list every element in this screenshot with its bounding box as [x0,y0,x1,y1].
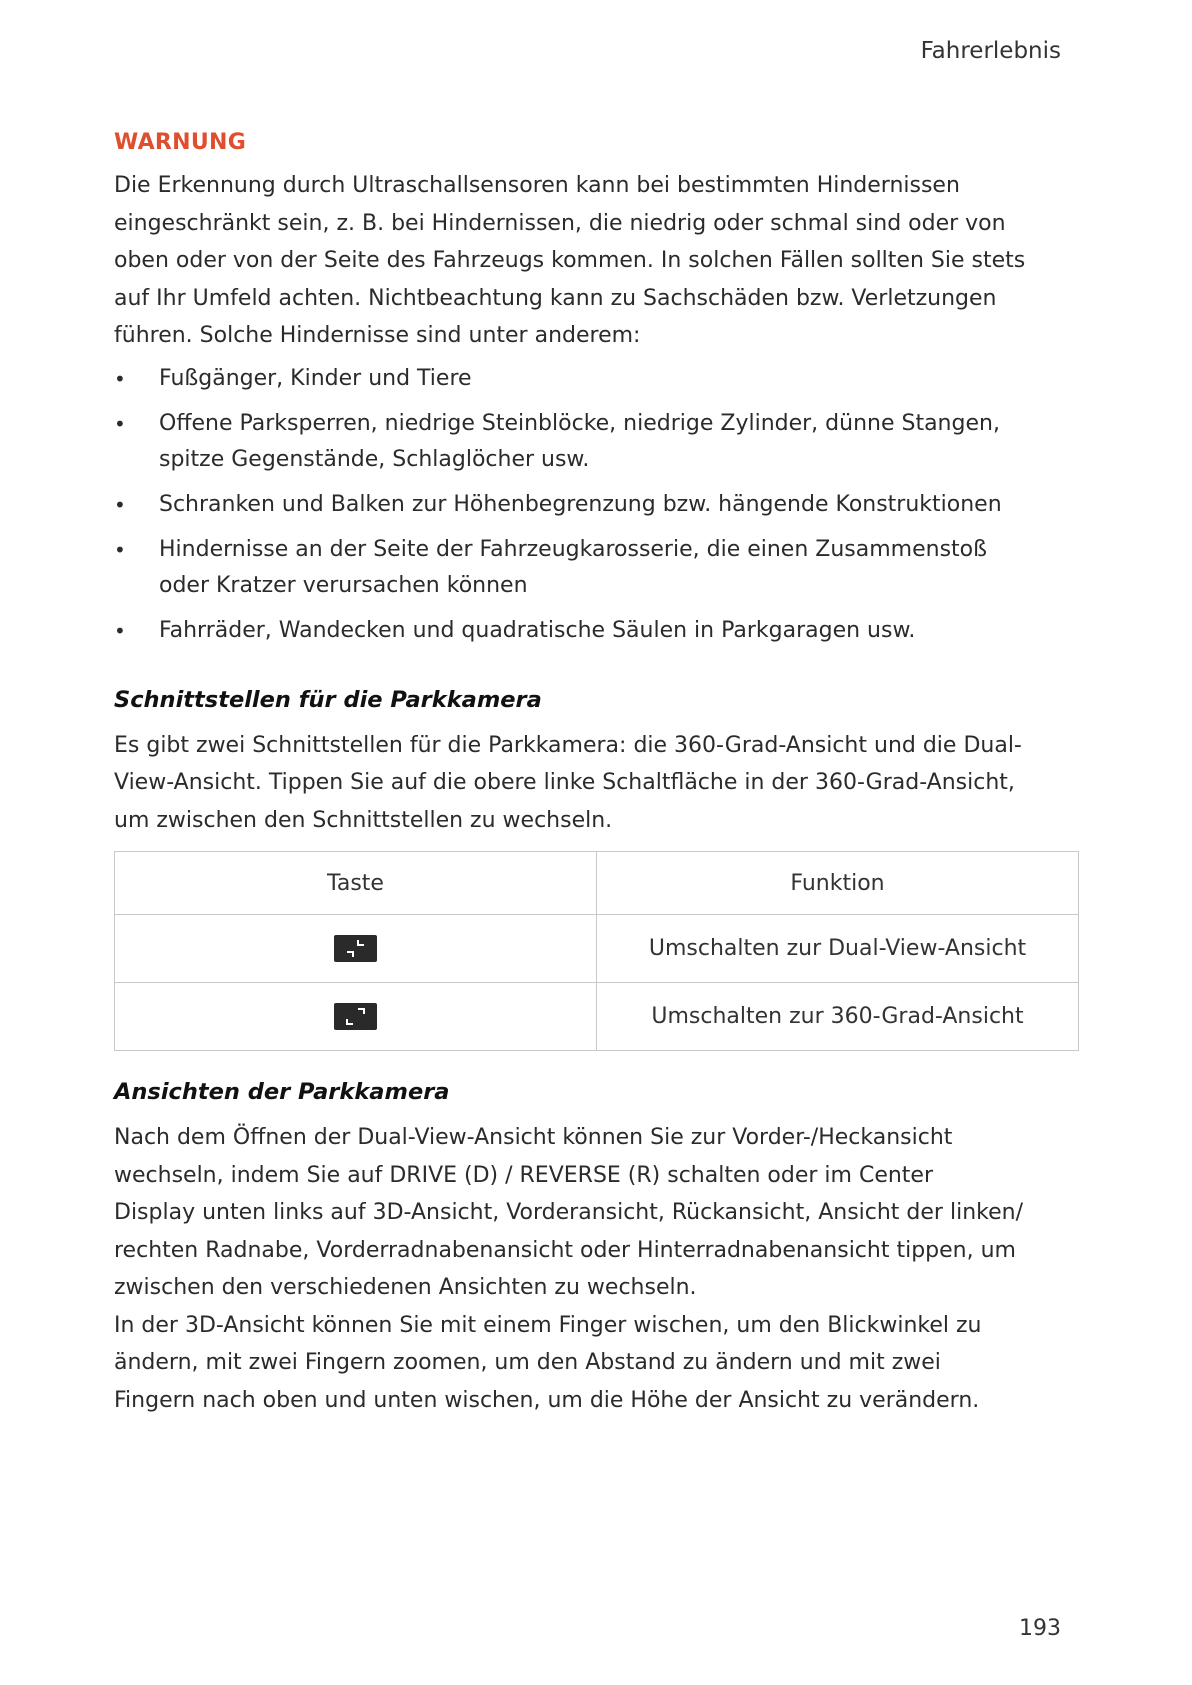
warning-paragraph [114,167,1076,355]
table-cell-function: Umschalten zur Dual-View-Ansicht [597,915,1079,983]
page-content [114,130,1076,1419]
list-item [114,532,1076,604]
table-row [115,983,1079,1051]
views-paragraph-1 [114,1119,1076,1307]
text-line: Display unten links auf 3D-Ansicht, Vorderansicht, Rückansicht, Ansicht der linken/ [114,1200,1023,1225]
list-item-text: Offene Parksperren, niedrige Steinblöcke, niedrige Zylinder, dünne Stangen, [159,410,1000,436]
table-row [115,915,1079,983]
bullet-icon: • [114,366,126,391]
text-line: Nach dem Öffnen der Dual-View-Ansicht können Sie zur Vorder-/Heckansicht [114,1125,953,1150]
expand-icon [334,1003,377,1030]
text-line: ändern, mit zwei Fingern zoomen, um den Abstand zu ändern und mit zwei [114,1350,941,1375]
list-item [114,487,1076,523]
interfaces-paragraph [114,727,1076,840]
section-heading-interfaces: Schnittstellen für die Parkkamera [114,686,542,713]
column-header-function: Funktion [597,852,1079,915]
text-line: wechseln, indem Sie auf DRIVE (D) / REVERSE (R) schalten oder im Center [114,1162,934,1188]
list-item [114,406,1076,478]
text-line: auf Ihr Umfeld achten. Nichtbeachtung kann zu Sachschäden bzw. Verletzungen [114,285,997,311]
bullet-icon: • [114,537,126,562]
collapse-icon [334,935,377,962]
bullet-icon: • [114,492,126,517]
list-item-text: Fahrräder, Wandecken und quadratische Säulen in Parkgaragen usw. [159,617,916,643]
text-line: View-Ansicht. Tippen Sie auf die obere linke Schaltfläche in der 360-Grad-Ansicht, [114,770,1015,795]
page-number: 193 [1019,1616,1061,1641]
running-header: Fahrerlebnis [920,38,1061,64]
text-line: eingeschränkt sein, z. B. bei Hindernissen, die niedrig oder schmal sind oder von [114,210,1006,236]
list-item [114,613,1076,649]
text-line: oben oder von der Seite des Fahrzeugs kommen. In solchen Fällen sollten Sie stets [114,248,1026,273]
text-line: führen. Solche Hindernisse sind unter anderem: [114,323,641,348]
list-item-text: Hindernisse an der Seite der Fahrzeugkarosserie, die einen Zusammenstoß [159,536,987,562]
views-paragraph-2 [114,1307,1076,1420]
text-line: rechten Radnabe, Vorderradnabenansicht oder Hinterradnabenansicht tippen, um [114,1237,1016,1263]
bullet-icon: • [114,411,126,436]
table-cell-function: Umschalten zur 360-Grad-Ansicht [597,983,1079,1051]
text-line: Die Erkennung durch Ultraschallsensoren kann bei bestimmten Hindernissen [114,173,960,198]
table-cell-key [115,983,597,1051]
table-cell-key [115,915,597,983]
text-line: Fingern nach oben und unten wischen, um die Höhe der Ansicht zu verändern. [114,1387,980,1413]
section-heading-views: Ansichten der Parkkamera [114,1079,450,1105]
warning-title: WARNUNG [114,130,247,155]
text-line: Es gibt zwei Schnittstellen für die Parkkamera: die 360-Grad-Ansicht und die Dual- [114,732,1022,758]
list-item-text: Fußgänger, Kinder und Tiere [159,365,472,391]
text-line: In der 3D-Ansicht können Sie mit einem Finger wischen, um den Blickwinkel zu [114,1312,982,1338]
list-item-text: Schranken und Balken zur Höhenbegrenzung bzw. hängende Konstruktionen [159,491,1002,517]
list-item-text: oder Kratzer verursachen können [159,572,528,598]
text-line: um zwischen den Schnittstellen zu wechseln. [114,807,613,833]
list-item [114,361,1076,397]
button-function-table [114,851,1079,1051]
text-line: zwischen den verschiedenen Ansichten zu wechseln. [114,1275,697,1300]
list-item-text: spitze Gegenstände, Schlaglöcher usw. [159,446,590,472]
bullet-icon: • [114,618,126,643]
table-header-row [115,852,1079,915]
column-header-key: Taste [115,852,597,915]
obstacle-list [114,361,1076,649]
